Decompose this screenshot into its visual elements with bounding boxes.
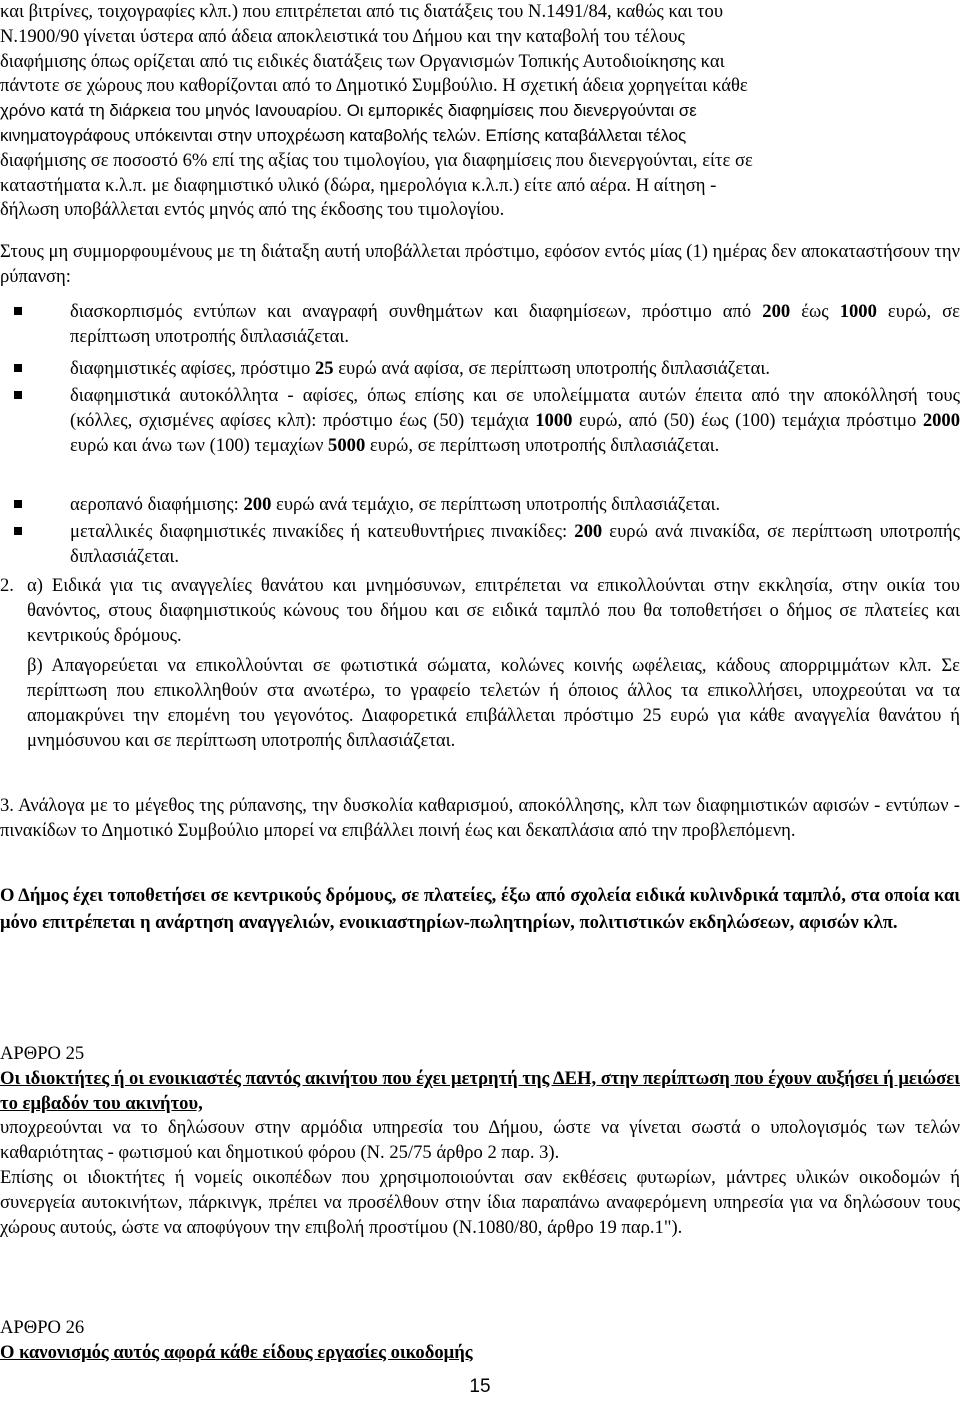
text-line: κινηματογράφους υπόκεινται στην υποχρέωση καταβολής τελών. Επίσης καταβάλλεται τέλος (0, 125, 687, 145)
bullet-square-icon (14, 307, 22, 315)
opening-paragraph (0, 0, 960, 223)
article-25-body: Επίσης οι ιδιοκτήτες ή νομείς οικοπέδων που χρησιμοποιούνται σαν εκθέσεις φυτωρίων, μάντρες υλικών οικοδομών ή συνεργεία αυτοκινήτων, πάρκινγκ, πρέπει να προσέλθουν στην ίδια παραπάνω αναφερόμενη υπηρεσία για να δηλώσουν τους χώρους αυτούς, ώστε να αποφύγουν την επιβολή προστίμου (Ν.1080/80, άρθρο 19 παρ.1"). (0, 1166, 960, 1238)
text-line: διαφήμισης σε ποσοστό 6% επί της αξίας του τιμολογίου, για διαφημίσεις που διενεργούνται, είτε σε (0, 149, 753, 171)
text-line: χρόνο κατά τη διάρκεια του μηνός Ιανουαρίου. Οι εμπορικές διαφημίσεις που διενεργούνται σε (0, 101, 697, 121)
text-line: καταστήματα κ.λ.π. με διαφημιστικό υλικό (δώρα, ημερολόγια κ.λ.π.) είτε από αέρα. Η αίτηση - (0, 174, 717, 196)
bullet-square-icon (14, 527, 22, 535)
text-line: διαφήμισης όπως ορίζεται από τις ειδικές διατάξεις των Οργανισμών Τοπικής Αυτοδιοίκησης και (0, 50, 725, 72)
article-26 (0, 1316, 960, 1366)
list-item: διαφημιστικές αφίσες, πρόστιμο 25 ευρώ ανά αφίσα, σε περίπτωση υποτροπής διπλασιάζεται. (14, 357, 960, 382)
article-25-subheading: Οι ιδιοκτήτες ή οι ενοικιαστές παντός ακινήτου που έχει μετρητή της ΔΕΗ, στην περίπτωση που έχουν αυξήσει ή μειώσει το εμβαδόν του ακινήτου, (0, 1067, 960, 1114)
list-item: αεροπανό διαφήμισης: 200 ευρώ ανά τεμάχιο, σε περίπτωση υποτροπής διπλασιάζεται. (14, 493, 960, 518)
item-2-b: β) Απαγορεύεται να επικολλούνται σε φωτιστικά σώματα, κολώνες κοινής ωφέλειας, κάδους απορριμμάτων κλπ. Σε περίπτωση που επικολληθούν στα ανωτέρω, το γραφείο τελετών ή όποιος άλλος τα επικολλήσει, υποχρεούται να τα απομακρύνει την επομένη του γεγονότος. Διαφορετικά επιβάλλεται πρόστιμο 25 ευρώ για κάθε αναγγελία θανάτου ή μνημόσυνου και σε περίπτωση υποτροπής διπλασιάζεται. (27, 655, 960, 751)
text-line: Ν.1900/90 γίνεται ύστερα από άδεια αποκλειστικά του Δήμου και την καταβολή του τέλους (0, 25, 685, 47)
text-line: δήλωση υποβάλλεται εντός μηνός από της έκδοσης του τιμολογίου. (0, 199, 505, 221)
list-item: διασκορπισμός εντύπων και αναγραφή συνθημάτων και διαφημίσεων, πρόστιμο από 200 έως 1000 ευρώ, σε περίπτωση υποτροπής διπλασιάζεται. (14, 300, 960, 350)
text-line: και βιτρίνες, τοιχογραφίες κλπ.) που επιτρέπεται από τις διατάξεις του Ν.1491/84, καθώς και του (0, 1, 724, 22)
text-line: πάντοτε σε χώρους που καθορίζονται από το Δημοτικό Συμβούλιο. Η σχετική άδεια χορηγείται κάθε (0, 75, 748, 97)
item-2 (0, 574, 960, 754)
item-2-a: α) Ειδικά για τις αναγγελίες θανάτου και μνημόσυνων, επιτρέπεται να επικολλούνται στην εκκλησία, στην οικία του θανόντος, στους διαφημιστικούς κώνους του δήμου και σε ειδικά ταμπλό που θα τοποθετήσει ο δήμος σε πλατείες και κεντρικούς δρόμους. (27, 575, 960, 646)
article-25-body: υποχρεούνται να το δηλώσουν στην αρμόδια υπηρεσία του Δήμου, ώστε να γίνεται σωστά ο υπολογισμός των τελών καθαριότητας - φωτισμού και δημοτικού φόρου (Ν. 25/75 άρθρο 2 παρ. 3). (0, 1117, 960, 1164)
item-2-number: 2. (0, 575, 14, 596)
bullet-square-icon (14, 391, 22, 399)
article-25-heading: ΑΡΘΡΟ 25 (0, 1043, 85, 1064)
list-item: μεταλλικές διαφημιστικές πινακίδες ή κατευθυντήριες πινακίδες: 200 ευρώ ανά πινακίδα, σε περίπτωση υποτροπής διπλασιάζεται. (14, 520, 960, 570)
bullet-square-icon (14, 500, 22, 508)
article-25 (0, 1042, 960, 1240)
item-3: 3. Ανάλογα με το μέγεθος της ρύπανσης, την δυσκολία καθαρισμού, αποκόλλησης, κλπ των διαφημιστικών αφισών - εντύπων - πινακίδων το Δημοτικό Συμβούλιο μπορεί να επιβάλλει ποινή έως και δεκαπλάσια από την προβλεπόμενη. (0, 795, 960, 841)
list-item: διαφημιστικά αυτοκόλλητα - αφίσες, όπως επίσης και σε υπολείμματα αυτών έπειτα από την αποκόλλησή τους (κόλλες, σχισμένες αφίσες κλπ): πρόστιμο έως (50) τεμάχια 1000 ευρώ, από (50) έως (100) τεμάχια πρόστιμο 2000 ευρώ και άνω των (100) τεμαχίων 5000 ευρώ, σε περίπτωση υποτροπής διπλασιάζεται. (14, 384, 960, 458)
penalty-intro: Στους μη συμμορφουμένους με τη διάταξη αυτή υποβάλλεται πρόστιμο, εφόσον εντός μίας (1) ημέρας δεν αποκαταστήσουν την ρύπανση: (0, 241, 960, 287)
bullet-square-icon (14, 364, 22, 372)
bold-notice: Ο Δήμος έχει τοποθετήσει σε κεντρικούς δρόμους, σε πλατείες, έξω από σχολεία ειδικά κυλινδρικά ταμπλό, στα οποία και μόνο επιτρέπεται η ανάρτηση αναγγελιών, ενοικιαστηρίων-πωλητηρίων, πολιτιστικών εκδηλώσεων, αφισών κλπ. (0, 885, 960, 933)
page-number: 15 (469, 1376, 491, 1397)
article-26-subheading: Ο κανονισμός αυτός αφορά κάθε είδους εργασίες οικοδομής (0, 1341, 473, 1363)
article-26-heading: ΑΡΘΡΟ 26 (0, 1317, 85, 1338)
